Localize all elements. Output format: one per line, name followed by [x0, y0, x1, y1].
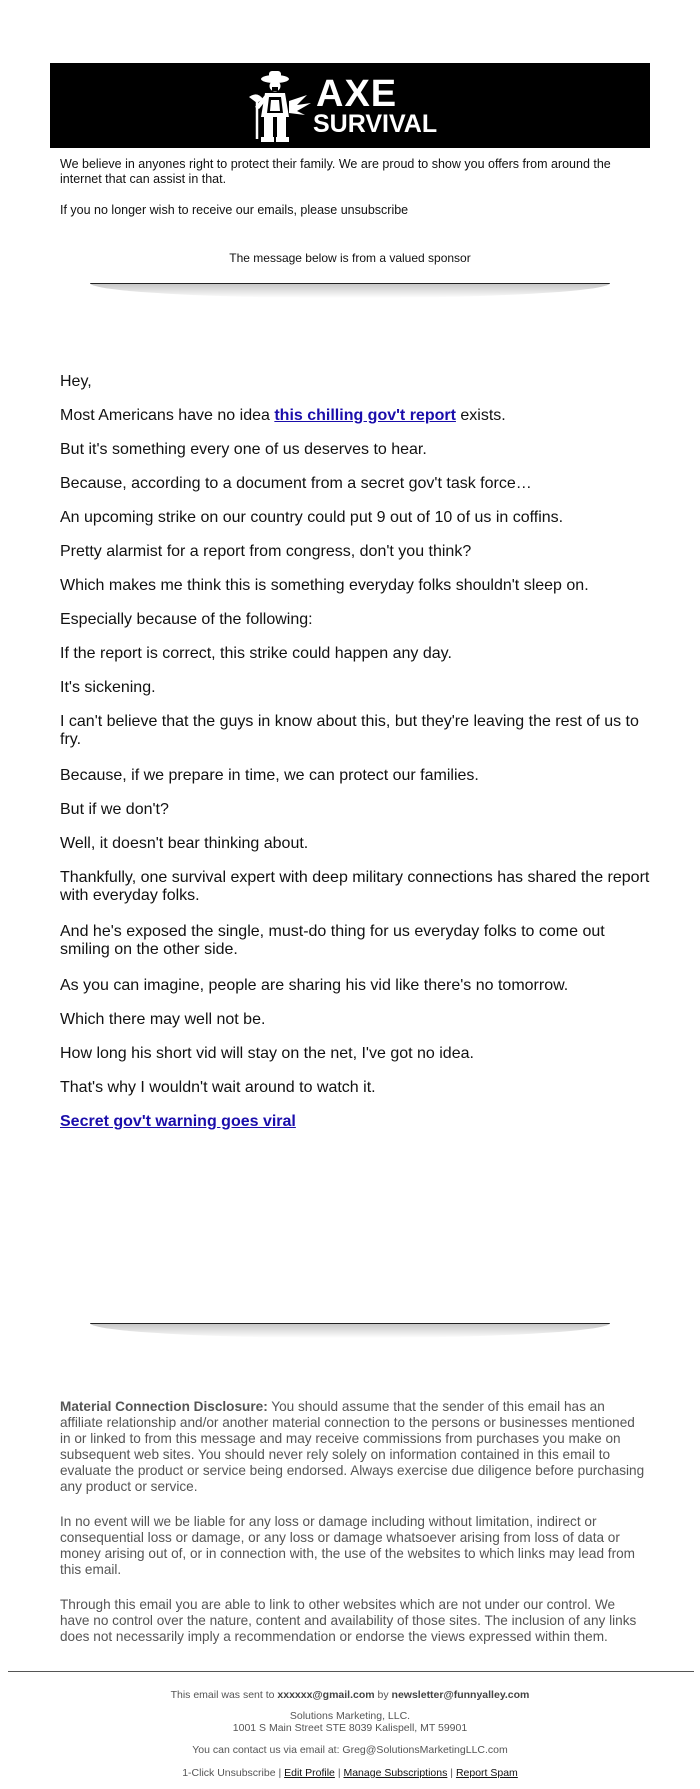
one-click-unsubscribe[interactable]: 1-Click Unsubscribe [182, 1767, 276, 1779]
intro-text: We believe in anyones right to protect their family. We are proud to show you offers from around the internet that can assist in that. [60, 157, 611, 186]
report-link[interactable]: this chilling gov't report [274, 407, 456, 424]
edit-profile-link[interactable]: Edit Profile [284, 1767, 335, 1779]
message-paragraph: Because, if we prepare in time, we can protect our families. [60, 767, 479, 784]
company-name: Solutions Marketing, LLC. [289, 1710, 411, 1722]
sender-email: newsletter@funnyalley.com [391, 1689, 530, 1701]
line1-before: Most Americans have no idea [60, 407, 275, 424]
divider-top [90, 283, 610, 298]
company-address: 1001 S Main Street STE 8039 Kalispell, MT 59901 [232, 1722, 468, 1734]
sponsor-note: The message below is from a valued sponsor [229, 251, 471, 265]
unsubscribe-line [60, 203, 408, 217]
unsubscribe-link[interactable]: unsubscribe [340, 203, 409, 217]
disclosure-heading: Material Connection Disclosure: [60, 1399, 268, 1414]
message-paragraph: Especially because of the following: [60, 611, 313, 628]
logo-text-survival: SURVIVAL [313, 110, 438, 138]
separator: | [334, 1767, 344, 1779]
message-line-1 [60, 407, 650, 425]
message-paragraph: How long his short vid will stay on the net, I've got no idea. [60, 1045, 474, 1062]
contact-line: You can contact us via email at: Greg@SolutionsMarketingLLC.com [192, 1744, 508, 1756]
message-paragraph: Which there may well not be. [60, 1011, 266, 1028]
axe-survival-logo[interactable] [245, 67, 455, 145]
footer-divider [8, 1671, 694, 1672]
sent-by: by [374, 1689, 392, 1701]
message-paragraph: Well, it doesn't bear thinking about. [60, 835, 309, 852]
message-paragraph: An upcoming strike on our country could put 9 out of 10 of us in coffins. [60, 509, 564, 526]
message-paragraph: If the report is correct, this strike could happen any day. [60, 645, 452, 662]
separator: | [447, 1767, 456, 1779]
message-paragraph: As you can imagine, people are sharing his vid like there's no tomorrow. [60, 977, 569, 994]
footer-links [0, 1767, 700, 1779]
disclosure-paragraph-3: Through this email you are able to link to other websites which are not under our control. We have no control over the nature, content and availability of those sites. The inclusion of any links does not necessarily imply a recommendation or endorse the views expressed within them. [60, 1597, 637, 1644]
sent-prefix: This email was sent to [170, 1689, 278, 1701]
logo-text-axe: AXE [316, 73, 398, 115]
disclosure-paragraph-2: In no event will we be liable for any loss or damage including without limitation, indirect or consequential loss or damage, or any loss or damage whatsoever arising from loss of data or money arising out of, or in connection with, the use of the websites to which links may lead from this email. [60, 1514, 635, 1577]
cta-line [60, 1113, 650, 1131]
manage-subscriptions-link[interactable]: Manage Subscriptions [343, 1767, 448, 1779]
message-paragraph: That's why I wouldn't wait around to watch it. [60, 1079, 376, 1096]
line1-after: exists. [455, 407, 506, 424]
recipient-email: xxxxxx@gmail.com [277, 1689, 375, 1701]
message-paragraph: Which makes me think this is something everyday folks shouldn't sleep on. [60, 577, 589, 594]
message-paragraph: I can't believe that the guys in know about this, but they're leaving the rest of us to fry. [60, 713, 639, 748]
message-paragraph: Because, according to a document from a secret gov't task force… [60, 475, 532, 492]
message-paragraph: But it's something every one of us deserves to hear. [60, 441, 427, 458]
divider-bottom [90, 1323, 610, 1338]
report-spam-link[interactable]: Report Spam [455, 1767, 518, 1779]
message-paragraph: Thankfully, one survival expert with deep military connections has shared the report with everyday folks. [60, 869, 650, 904]
survivalist-figure-icon [245, 67, 315, 145]
message-paragraph: And he's exposed the single, must-do thing for us everyday folks to come out smiling on the other side. [60, 923, 605, 958]
sent-to-line [0, 1689, 700, 1701]
unsubscribe-prefix: If you no longer wish to receive our emails, please [60, 203, 338, 217]
separator: | [275, 1767, 285, 1779]
disclosure-paragraph-1 [60, 1399, 645, 1495]
message-paragraph: Pretty alarmist for a report from congress, don't you think? [60, 543, 472, 560]
cta-link[interactable]: Secret gov't warning goes viral [60, 1113, 296, 1130]
message-paragraph: But if we don't? [60, 801, 169, 818]
greeting: Hey, [60, 373, 92, 390]
disclosure-text-1: You should assume that the sender of this email has an affiliate relationship and/or another material connection to the persons or businesses mentioned in or linked to from this message and may receive commissions from purchases you make on subsequent web sites. You should never rely solely on information contained in this email to evaluate the product or service being endorsed. Always exercise due diligence before purchasing any product or service. [60, 1399, 645, 1494]
header-banner [50, 63, 650, 148]
message-paragraph: It's sickening. [60, 679, 156, 696]
email-body [50, 63, 650, 1644]
